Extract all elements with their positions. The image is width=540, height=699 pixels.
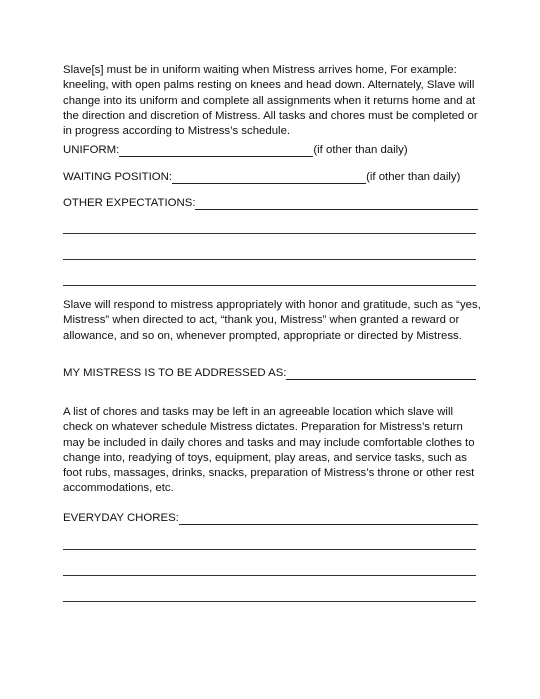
- address-field: [63, 366, 476, 380]
- everyday-chores-line-1[interactable]: [63, 549, 476, 550]
- other-expectations-field: [63, 196, 478, 210]
- other-expectations-label: OTHER EXPECTATIONS:: [63, 197, 196, 209]
- everyday-chores-line-3[interactable]: [63, 601, 476, 602]
- everyday-chores-field: [63, 511, 478, 525]
- waiting-position-note: (if other than daily): [366, 171, 461, 183]
- everyday-chores-label: EVERYDAY CHORES:: [63, 512, 179, 524]
- other-expectations-line-3[interactable]: [63, 285, 476, 286]
- waiting-position-label: WAITING POSITION:: [63, 171, 173, 183]
- everyday-chores-line-2[interactable]: [63, 575, 476, 576]
- uniform-field: [63, 143, 408, 157]
- chores-paragraph: A list of chores and tasks may be left in an agreeable location which slave will check on whatever schedule Mistress dictates. Preparation for Mistress’s return may be included in daily chores and tasks and may include comfortable clothes to change into, readying of toys, equipment, play areas, and service tasks, such as foot rubs, massages, drinks, snacks, preparation of Mistress’s throne or other rest accommodations, etc.: [63, 406, 475, 495]
- waiting-position-field: [63, 170, 460, 184]
- respond-paragraph: Slave will respond to mistress appropriately with honor and gratitude, such as “yes, Mistress” when directed to act, “thank you, Mistress” when granted a reward or allowance, and so on, whenever prompted, appropriate or directed by Mistress.: [63, 299, 481, 342]
- other-expectations-line-2[interactable]: [63, 259, 476, 260]
- intro-paragraph: Slave[s] must be in uniform waiting when Mistress arrives home, For example: kneeling, with open palms resting on knees and head down. Alternately, Slave will change into its uniform and complete all assignments when it returns home and at the direction and discretion of Mistress. All tasks and chores must be completed or in progress according to Mistress’s schedule.: [63, 64, 478, 138]
- other-expectations-line-1[interactable]: [63, 233, 476, 234]
- uniform-note: (if other than daily): [313, 144, 408, 156]
- uniform-blank-line[interactable]: [119, 145, 313, 157]
- other-expectations-blank-line[interactable]: [195, 198, 478, 210]
- waiting-position-blank-line[interactable]: [172, 172, 366, 184]
- address-label: MY MISTRESS IS TO BE ADDRESSED AS:: [63, 367, 287, 379]
- everyday-chores-blank-line[interactable]: [179, 513, 478, 525]
- address-blank-line[interactable]: [286, 368, 476, 380]
- uniform-label: UNIFORM:: [63, 144, 120, 156]
